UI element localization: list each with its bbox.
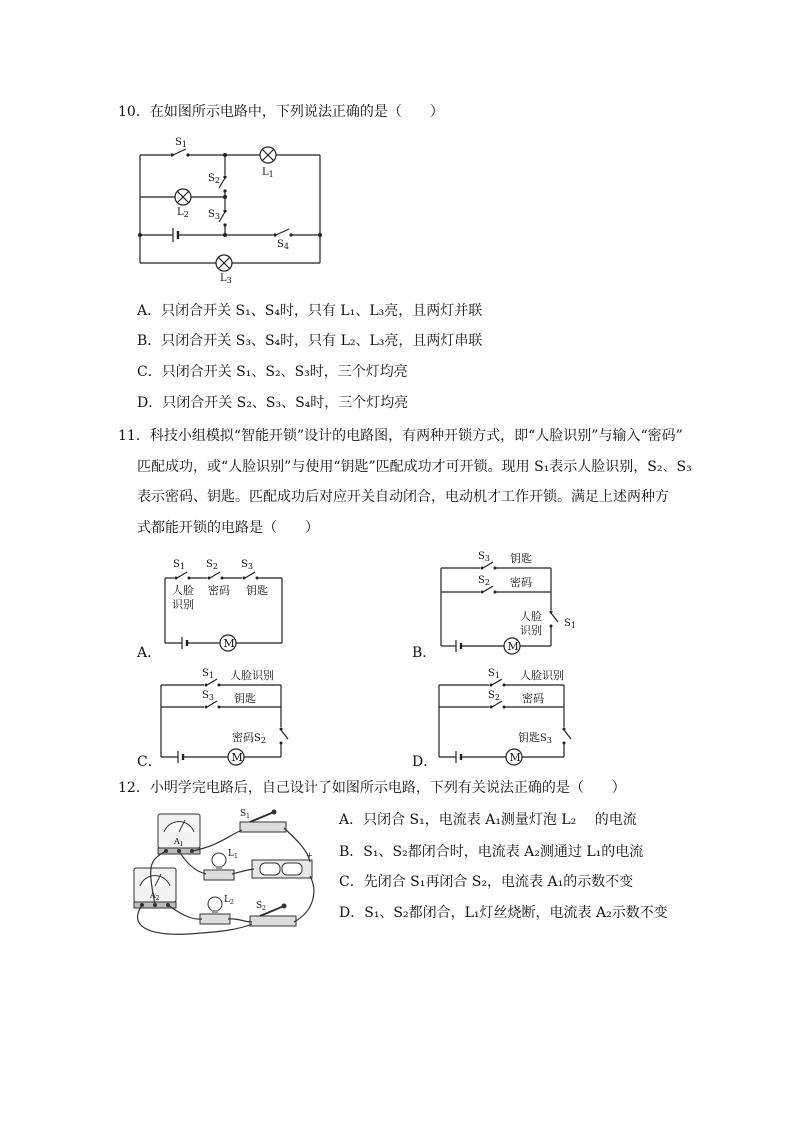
svg-text:S2: $S_2$ — [206, 559, 218, 571]
svg-text:人脸识别: 人脸识别 — [520, 669, 564, 682]
q10-label-l2: $L_2$ — [177, 207, 189, 219]
motor-icon — [504, 638, 520, 654]
svg-text:A1: $A_1$ — [174, 837, 184, 848]
q12-option-d[interactable]: D．S₁、S₂都闭合，L₁灯丝烧断，电流表 A₂示数不变 — [339, 905, 668, 921]
q10-option-d[interactable]: D．只闭合开关 S₂、S₃、S₄时，三个灯均亮 — [137, 395, 409, 411]
switch-s2-icon — [250, 901, 296, 926]
svg-text:钥匙: 钥匙 — [246, 584, 268, 597]
svg-text:钥匙S3: 钥匙S3 — [518, 731, 552, 745]
svg-text:M: M — [231, 751, 243, 764]
svg-text:密码: 密码 — [510, 576, 532, 589]
q11-option-d-letter[interactable]: D． — [412, 754, 438, 770]
q11-option-c-letter[interactable]: C． — [137, 754, 162, 770]
q11-option-b-letter[interactable]: B． — [412, 645, 437, 661]
svg-text:S2: $S_2$ — [256, 901, 266, 912]
svg-text:S1: $S_1$ — [564, 618, 576, 630]
svg-text:识别: 识别 — [520, 624, 542, 637]
q12-option-b[interactable]: B．S₁、S₂都闭合时，电流表 A₂测通过 L₁的电流 — [339, 844, 644, 860]
lamp-l2-icon — [175, 189, 191, 205]
svg-text:S1: $S_1$ — [173, 559, 185, 571]
svg-text:钥匙: 钥匙 — [510, 552, 532, 565]
svg-text:密码: 密码 — [522, 692, 544, 705]
svg-text:S1: $S_1$ — [240, 809, 250, 820]
q11-stem-line-1: 11．科技小组模拟“智能开锁”设计的电路图，有两种开锁方式，即“人脸识别”与输入“密码” — [118, 428, 683, 444]
svg-text:S3: $S_3$ — [241, 559, 253, 571]
q10-label-s1: $S_1$ — [175, 137, 187, 149]
q10-label-s4: $S_4$ — [277, 239, 289, 251]
q12-apparatus-illustration — [128, 806, 328, 941]
q12-stem: 12．小明学完电路后，自己设计了如图所示电路，下列有关说法正确的是（ ） — [118, 780, 626, 796]
motor-icon — [506, 749, 522, 765]
q11-stem-line-4: 式都能开锁的电路是（ ） — [137, 520, 319, 536]
q10-label-l1: $L_1$ — [262, 167, 274, 179]
q11-option-b-circuit[interactable] — [436, 548, 586, 658]
q11-option-a-letter[interactable]: A． — [137, 645, 162, 661]
q10-label-s3: $S_3$ — [208, 209, 220, 221]
svg-text:+: + — [306, 851, 313, 860]
svg-text:人脸识别: 人脸识别 — [230, 669, 274, 682]
q11-option-d-circuit[interactable] — [434, 665, 594, 765]
svg-text:S3: $S_3$ — [478, 551, 490, 563]
q10-label-s2: $S_2$ — [208, 173, 220, 185]
motor-icon — [228, 749, 244, 765]
svg-text:S3: $S_3$ — [202, 690, 214, 702]
svg-text:人脸: 人脸 — [172, 584, 194, 597]
svg-text:M: M — [509, 751, 521, 764]
q11-stem-line-3: 表示密码、钥匙。匹配成功后对应开关自动闭合，电动机才工作开锁。满足上述两种方 — [137, 489, 669, 505]
svg-text:识别: 识别 — [172, 598, 194, 611]
motor-icon — [220, 635, 236, 651]
q10-circuit-diagram — [130, 135, 330, 285]
svg-text:人脸: 人脸 — [520, 610, 542, 623]
bulb-l2-icon — [200, 895, 234, 924]
q12-option-a[interactable]: A．只闭合 S₁，电流表 A₁测量灯泡 L₂ 的电流 — [339, 812, 637, 828]
q10-option-c[interactable]: C．只闭合开关 S₁、S₂、S₃时，三个灯均亮 — [137, 364, 408, 380]
q10-option-b[interactable]: B．只闭合开关 S₃、S₄时，只有 L₂、L₃亮，且两灯串联 — [137, 333, 483, 349]
q10-stem: 10．在如图所示电路中，下列说法正确的是（ ） — [118, 104, 444, 120]
lamp-l3-icon — [216, 255, 232, 271]
q11-option-c-circuit[interactable] — [156, 665, 306, 765]
q11-option-a-circuit[interactable] — [160, 558, 290, 653]
switch-s1-icon — [240, 809, 286, 832]
bulb-l1-icon — [204, 849, 238, 880]
svg-text:L1: $L_1$ — [228, 849, 238, 860]
ammeter-a1-icon — [158, 814, 200, 854]
svg-text:L2: $L_2$ — [224, 895, 234, 906]
svg-text:密码: 密码 — [208, 584, 230, 597]
q11-stem-line-2: 匹配成功，或“人脸识别”与使用“钥匙”匹配成功才可开锁。现用 S₁表示人脸识别，S₂、S₃ — [137, 459, 692, 475]
svg-text:S1: $S_1$ — [488, 668, 500, 680]
svg-text:M: M — [223, 637, 235, 650]
q10-option-a[interactable]: A．只闭合开关 S₁、S₄时，只有 L₁、L₃亮，且两灯并联 — [137, 303, 483, 319]
lamp-l1-icon — [260, 147, 276, 163]
q10-label-l3: $L_3$ — [220, 273, 232, 285]
svg-text:S2: $S_2$ — [488, 690, 500, 702]
svg-text:M: M — [507, 640, 519, 653]
battery-icon — [252, 851, 313, 878]
svg-text:S2: $S_2$ — [478, 575, 490, 587]
q12-option-c[interactable]: C．先闭合 S₁再闭合 S₂，电流表 A₁的示数不变 — [339, 874, 634, 890]
svg-text:S1: $S_1$ — [202, 668, 214, 680]
svg-text:A2: $A_2$ — [150, 891, 160, 902]
svg-text:钥匙: 钥匙 — [234, 692, 256, 705]
svg-text:密码S2: 密码S2 — [232, 731, 266, 745]
